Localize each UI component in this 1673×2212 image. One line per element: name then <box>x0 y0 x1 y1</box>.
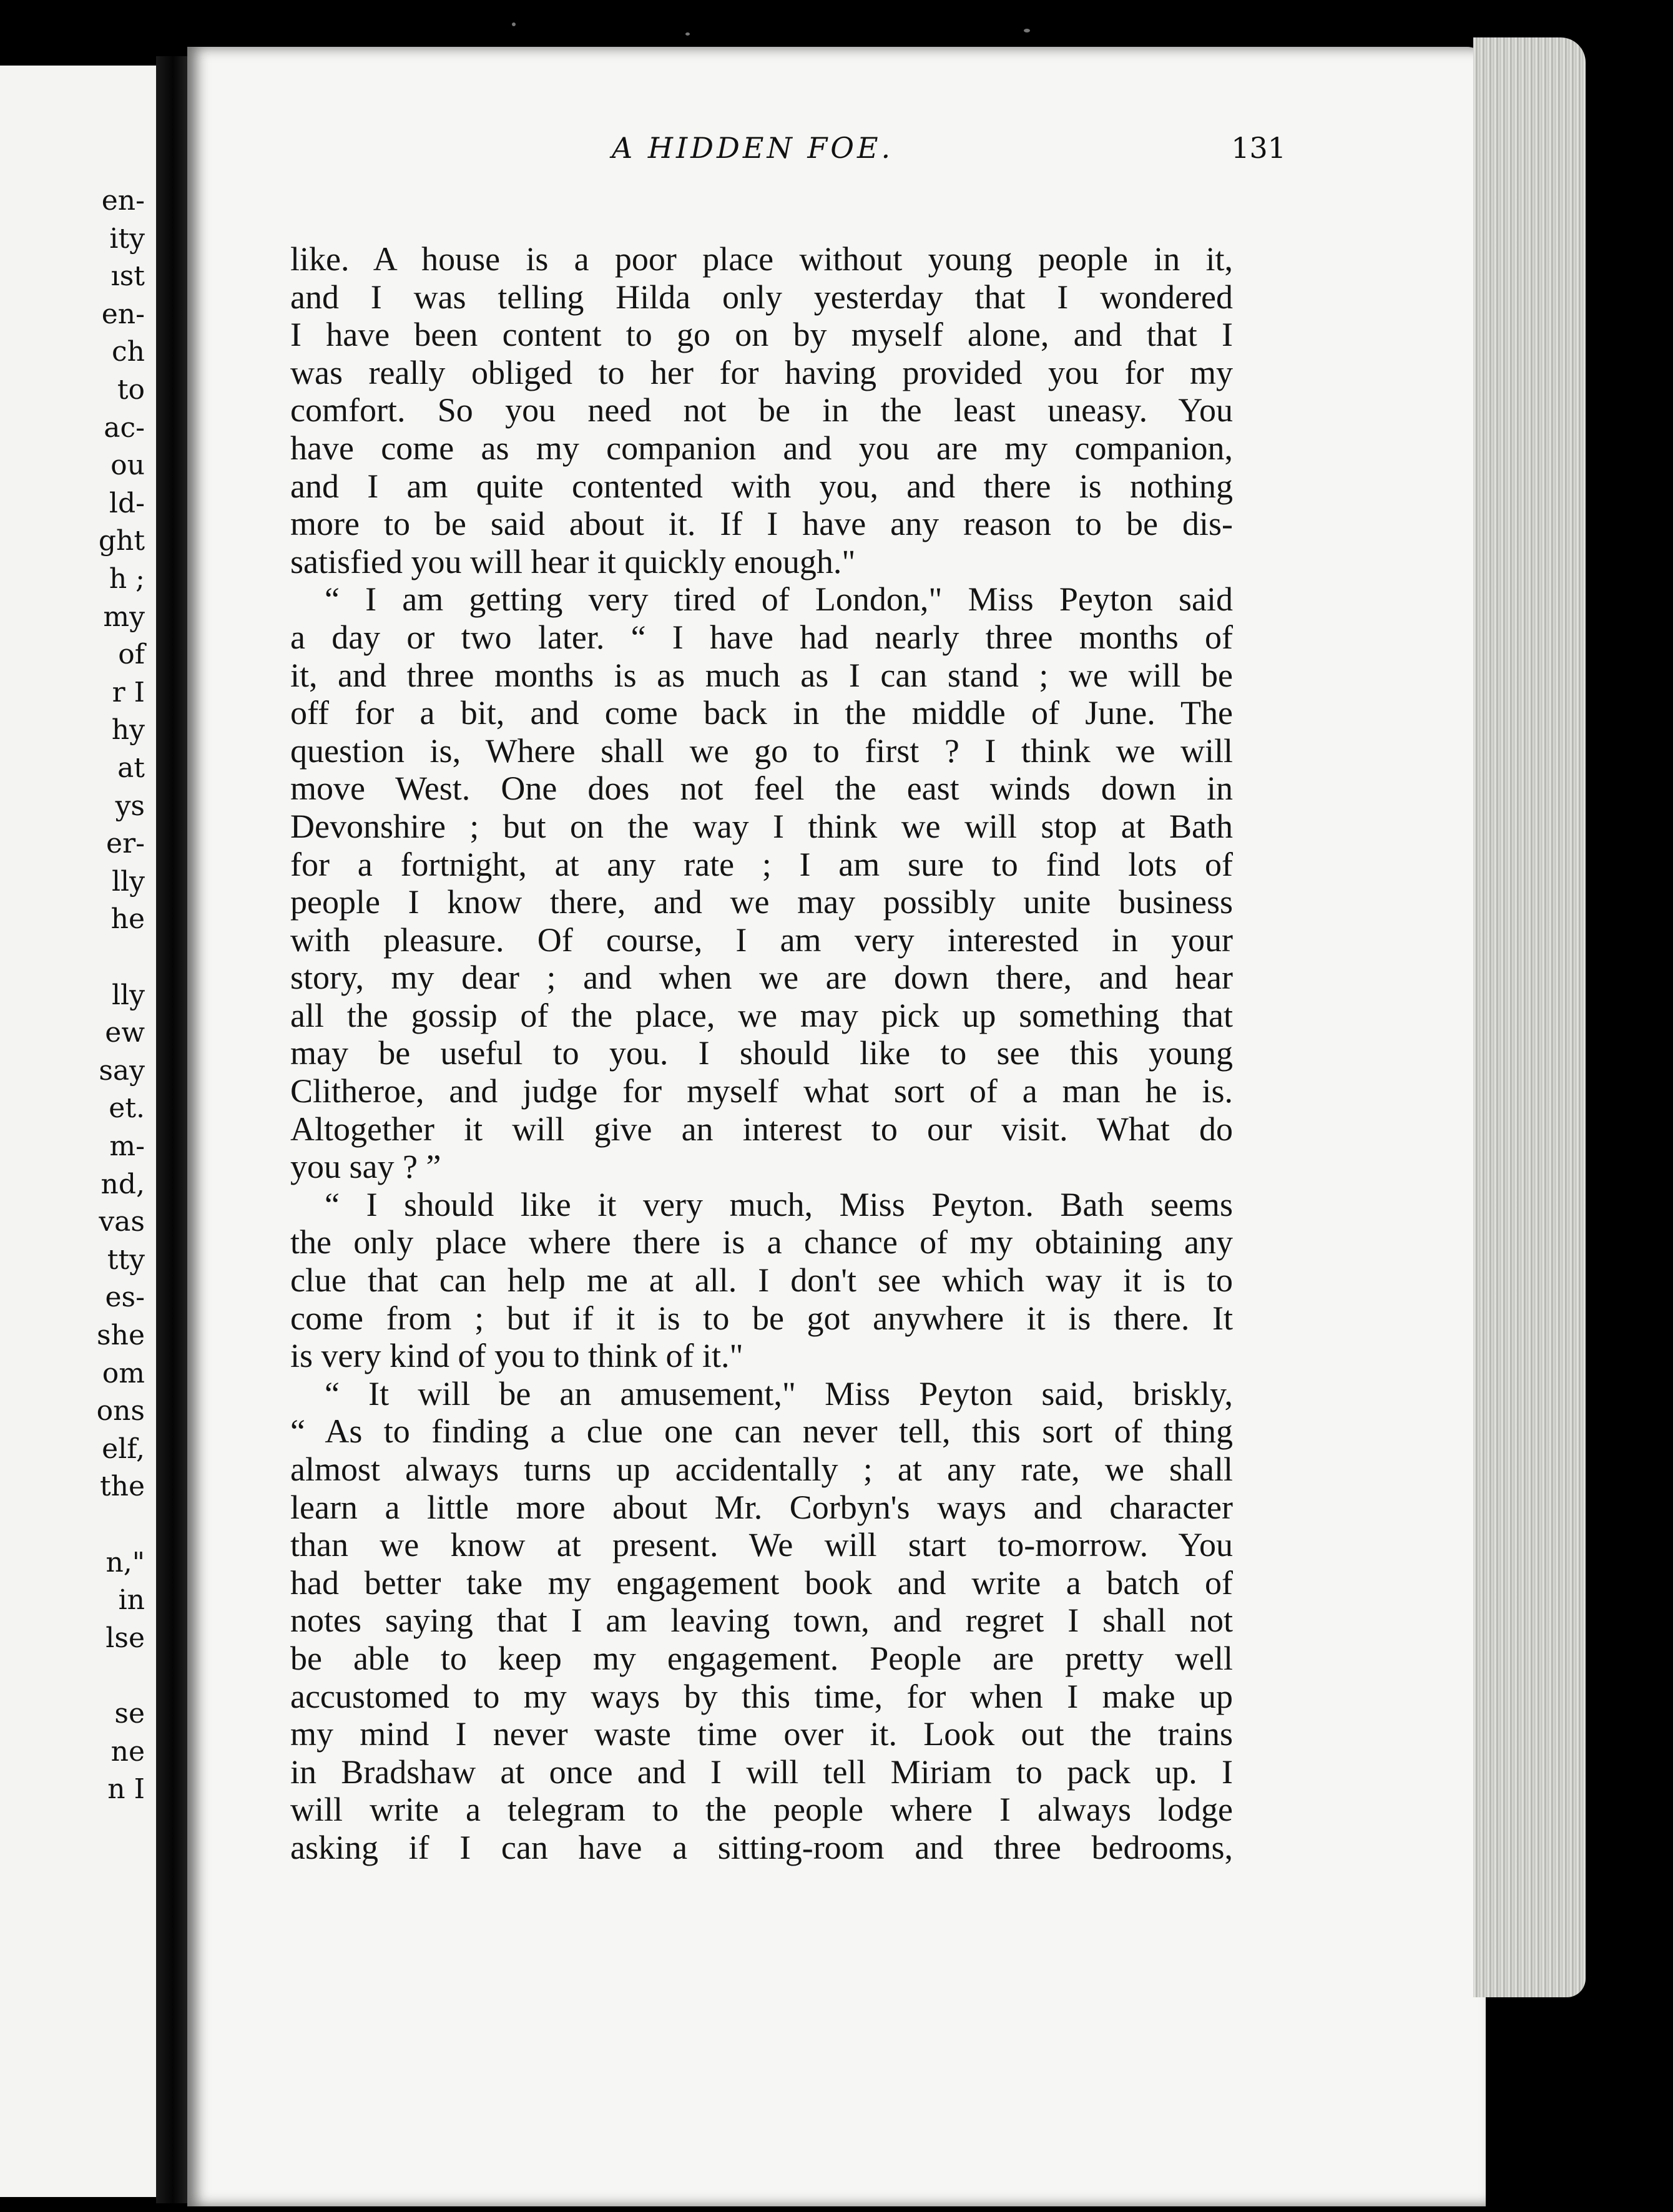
text-line: may be useful to you. I should like to see this young <box>290 1034 1233 1072</box>
previous-page-fragment: in <box>118 1584 145 1617</box>
previous-page-fragment: elf, <box>102 1432 145 1465</box>
text-line: “ As to finding a clue one can never tell, this sort of thing <box>290 1412 1233 1451</box>
text-line: more to be said about it. If I have any reason to be dis- <box>290 505 1233 543</box>
text-line: I have been content to go on by myself alone, and that I <box>290 316 1233 354</box>
text-line: Devonshire ; but on the way I think we will stop at Bath <box>290 807 1233 845</box>
text-line: and I was telling Hilda only yesterday that I wondered <box>290 278 1233 316</box>
previous-page-fragment: om <box>102 1357 145 1389</box>
previous-page-fragment: n," <box>105 1546 145 1578</box>
body-text <box>290 240 1233 1867</box>
text-line: be able to keep my engagement. People are pretty well <box>290 1639 1233 1677</box>
text-line: had better take my engagement book and write a batch of <box>290 1564 1233 1602</box>
previous-page-fragment: of <box>118 639 145 671</box>
previous-page-fragment: my <box>103 600 145 633</box>
previous-page-fragment: ew <box>105 1017 145 1049</box>
previous-page-fragment: r I <box>112 676 145 708</box>
text-line: and I am quite contented with you, and there is nothing <box>290 467 1233 505</box>
text-line: the only place where there is a chance of my obtaining any <box>290 1223 1233 1261</box>
previous-page-fragment: n I <box>107 1773 145 1806</box>
previous-page-edge <box>0 66 156 2197</box>
text-line: you say ? ” <box>290 1148 441 1186</box>
previous-page-fragment: ys <box>115 790 145 822</box>
text-line: learn a little more about Mr. Corbyn's ways and character <box>290 1488 1233 1526</box>
previous-page-fragment: es- <box>105 1281 145 1314</box>
text-line: was really obliged to her for having provided you for my <box>290 353 1233 391</box>
text-line: “ It will be an amusement," Miss Peyton said, briskly, <box>325 1374 1233 1412</box>
text-line: story, my dear ; and when we are down there, and hear <box>290 959 1233 997</box>
text-line: have come as my companion and you are my companion, <box>290 429 1233 467</box>
text-line: a day or two later. “ I have had nearly three months of <box>290 618 1233 656</box>
previous-page-fragment: ch <box>112 336 145 368</box>
text-line: is very kind of you to think of it." <box>290 1337 743 1375</box>
previous-page-fragment: ld- <box>109 487 145 519</box>
previous-page-fragment: lse <box>105 1622 145 1654</box>
text-line: “ I should like it very much, Miss Peyton. Bath seems <box>325 1185 1233 1223</box>
previous-page-fragment: er- <box>106 828 145 860</box>
previous-page-fragment: he <box>110 903 145 936</box>
text-line: all the gossip of the place, we may pick up something that <box>290 996 1233 1034</box>
previous-page-fragment: se <box>114 1698 145 1730</box>
previous-page-fragment: tty <box>107 1243 145 1276</box>
text-line: for a fortnight, at any rate ; I am sure to find lots of <box>290 845 1233 883</box>
previous-page-fragment: she <box>97 1319 145 1351</box>
text-line: “ I am getting very tired of London," Miss Peyton said <box>325 580 1233 619</box>
text-line: notes saying that I am leaving town, and regret I shall not <box>290 1602 1233 1640</box>
previous-page-fragment: lly <box>111 865 145 898</box>
scan-speck <box>685 32 690 36</box>
scan-speck <box>1024 29 1030 32</box>
page-edges <box>1473 37 1586 1997</box>
text-line: Clitheroe, and judge for myself what sort of a man he is. <box>290 1072 1233 1110</box>
text-line: comfort. So you need not be in the least uneasy. You <box>290 391 1233 429</box>
previous-page-fragment: et. <box>109 1092 145 1125</box>
previous-page-fragment: ght <box>98 525 145 557</box>
text-line: will write a telegram to the people where I always lodge <box>290 1791 1233 1829</box>
previous-page-fragment: hy <box>111 714 145 746</box>
previous-page-fragment: vas <box>99 1206 145 1238</box>
text-line: move West. One does not feel the east winds down in <box>290 770 1233 808</box>
page-header <box>381 131 1292 187</box>
text-line: off for a bit, and come back in the middle of June. The <box>290 694 1233 732</box>
previous-page-fragment: ons <box>96 1395 145 1427</box>
previous-page-fragment: ne <box>110 1735 145 1768</box>
page-number: 131 <box>1231 131 1286 165</box>
text-line: people I know there, and we may possibly unite business <box>290 883 1233 921</box>
text-line: my mind I never waste time over it. Look out the trains <box>290 1715 1233 1753</box>
text-line: Altogether it will give an interest to our visit. What do <box>290 1110 1233 1148</box>
text-line: satisfied you will hear it quickly enough." <box>290 542 856 580</box>
previous-page-fragment: nd, <box>101 1168 145 1200</box>
previous-page-fragment: ac- <box>104 411 145 444</box>
text-line: like. A house is a poor place without young people in it, <box>290 240 1233 278</box>
previous-page-fragment: en- <box>101 298 145 330</box>
previous-page-fragment: the <box>99 1471 145 1503</box>
text-line: than we know at present. We will start to-morrow. You <box>290 1526 1233 1564</box>
previous-page-fragment: en- <box>101 185 145 217</box>
previous-page-fragment: h ; <box>109 563 145 595</box>
previous-page-fragment: at <box>117 752 145 784</box>
text-line: clue that can help me at all. I don't see which way it is to <box>290 1261 1233 1299</box>
previous-page-fragment: say <box>99 1054 145 1087</box>
previous-page-fragment: m- <box>109 1130 145 1162</box>
text-line: asking if I can have a sitting-room and three bedrooms, <box>290 1828 1233 1866</box>
previous-page-fragment: ıst <box>110 260 145 293</box>
previous-page-fragment: ity <box>109 222 145 255</box>
text-line: in Bradshaw at once and I will tell Miriam to pack up. I <box>290 1753 1233 1791</box>
scan-speck <box>512 22 516 26</box>
text-line: accustomed to my ways by this time, for when I make up <box>290 1677 1233 1715</box>
text-line: almost always turns up accidentally ; at any rate, we shall <box>290 1451 1233 1488</box>
previous-page-fragment: to <box>117 374 145 406</box>
running-title: A HIDDEN FOE. <box>612 131 894 165</box>
previous-page-fragment: ou <box>110 449 145 482</box>
text-line: question is, Where shall we go to first ? I think we will <box>290 732 1233 770</box>
text-line: it, and three months is as much as I can stand ; we will be <box>290 656 1233 694</box>
text-line: with pleasure. Of course, I am very interested in your <box>290 921 1233 959</box>
previous-page-fragment: lly <box>111 979 145 1011</box>
text-line: come from ; but if it is to be got anywhere it is there. It <box>290 1299 1233 1337</box>
